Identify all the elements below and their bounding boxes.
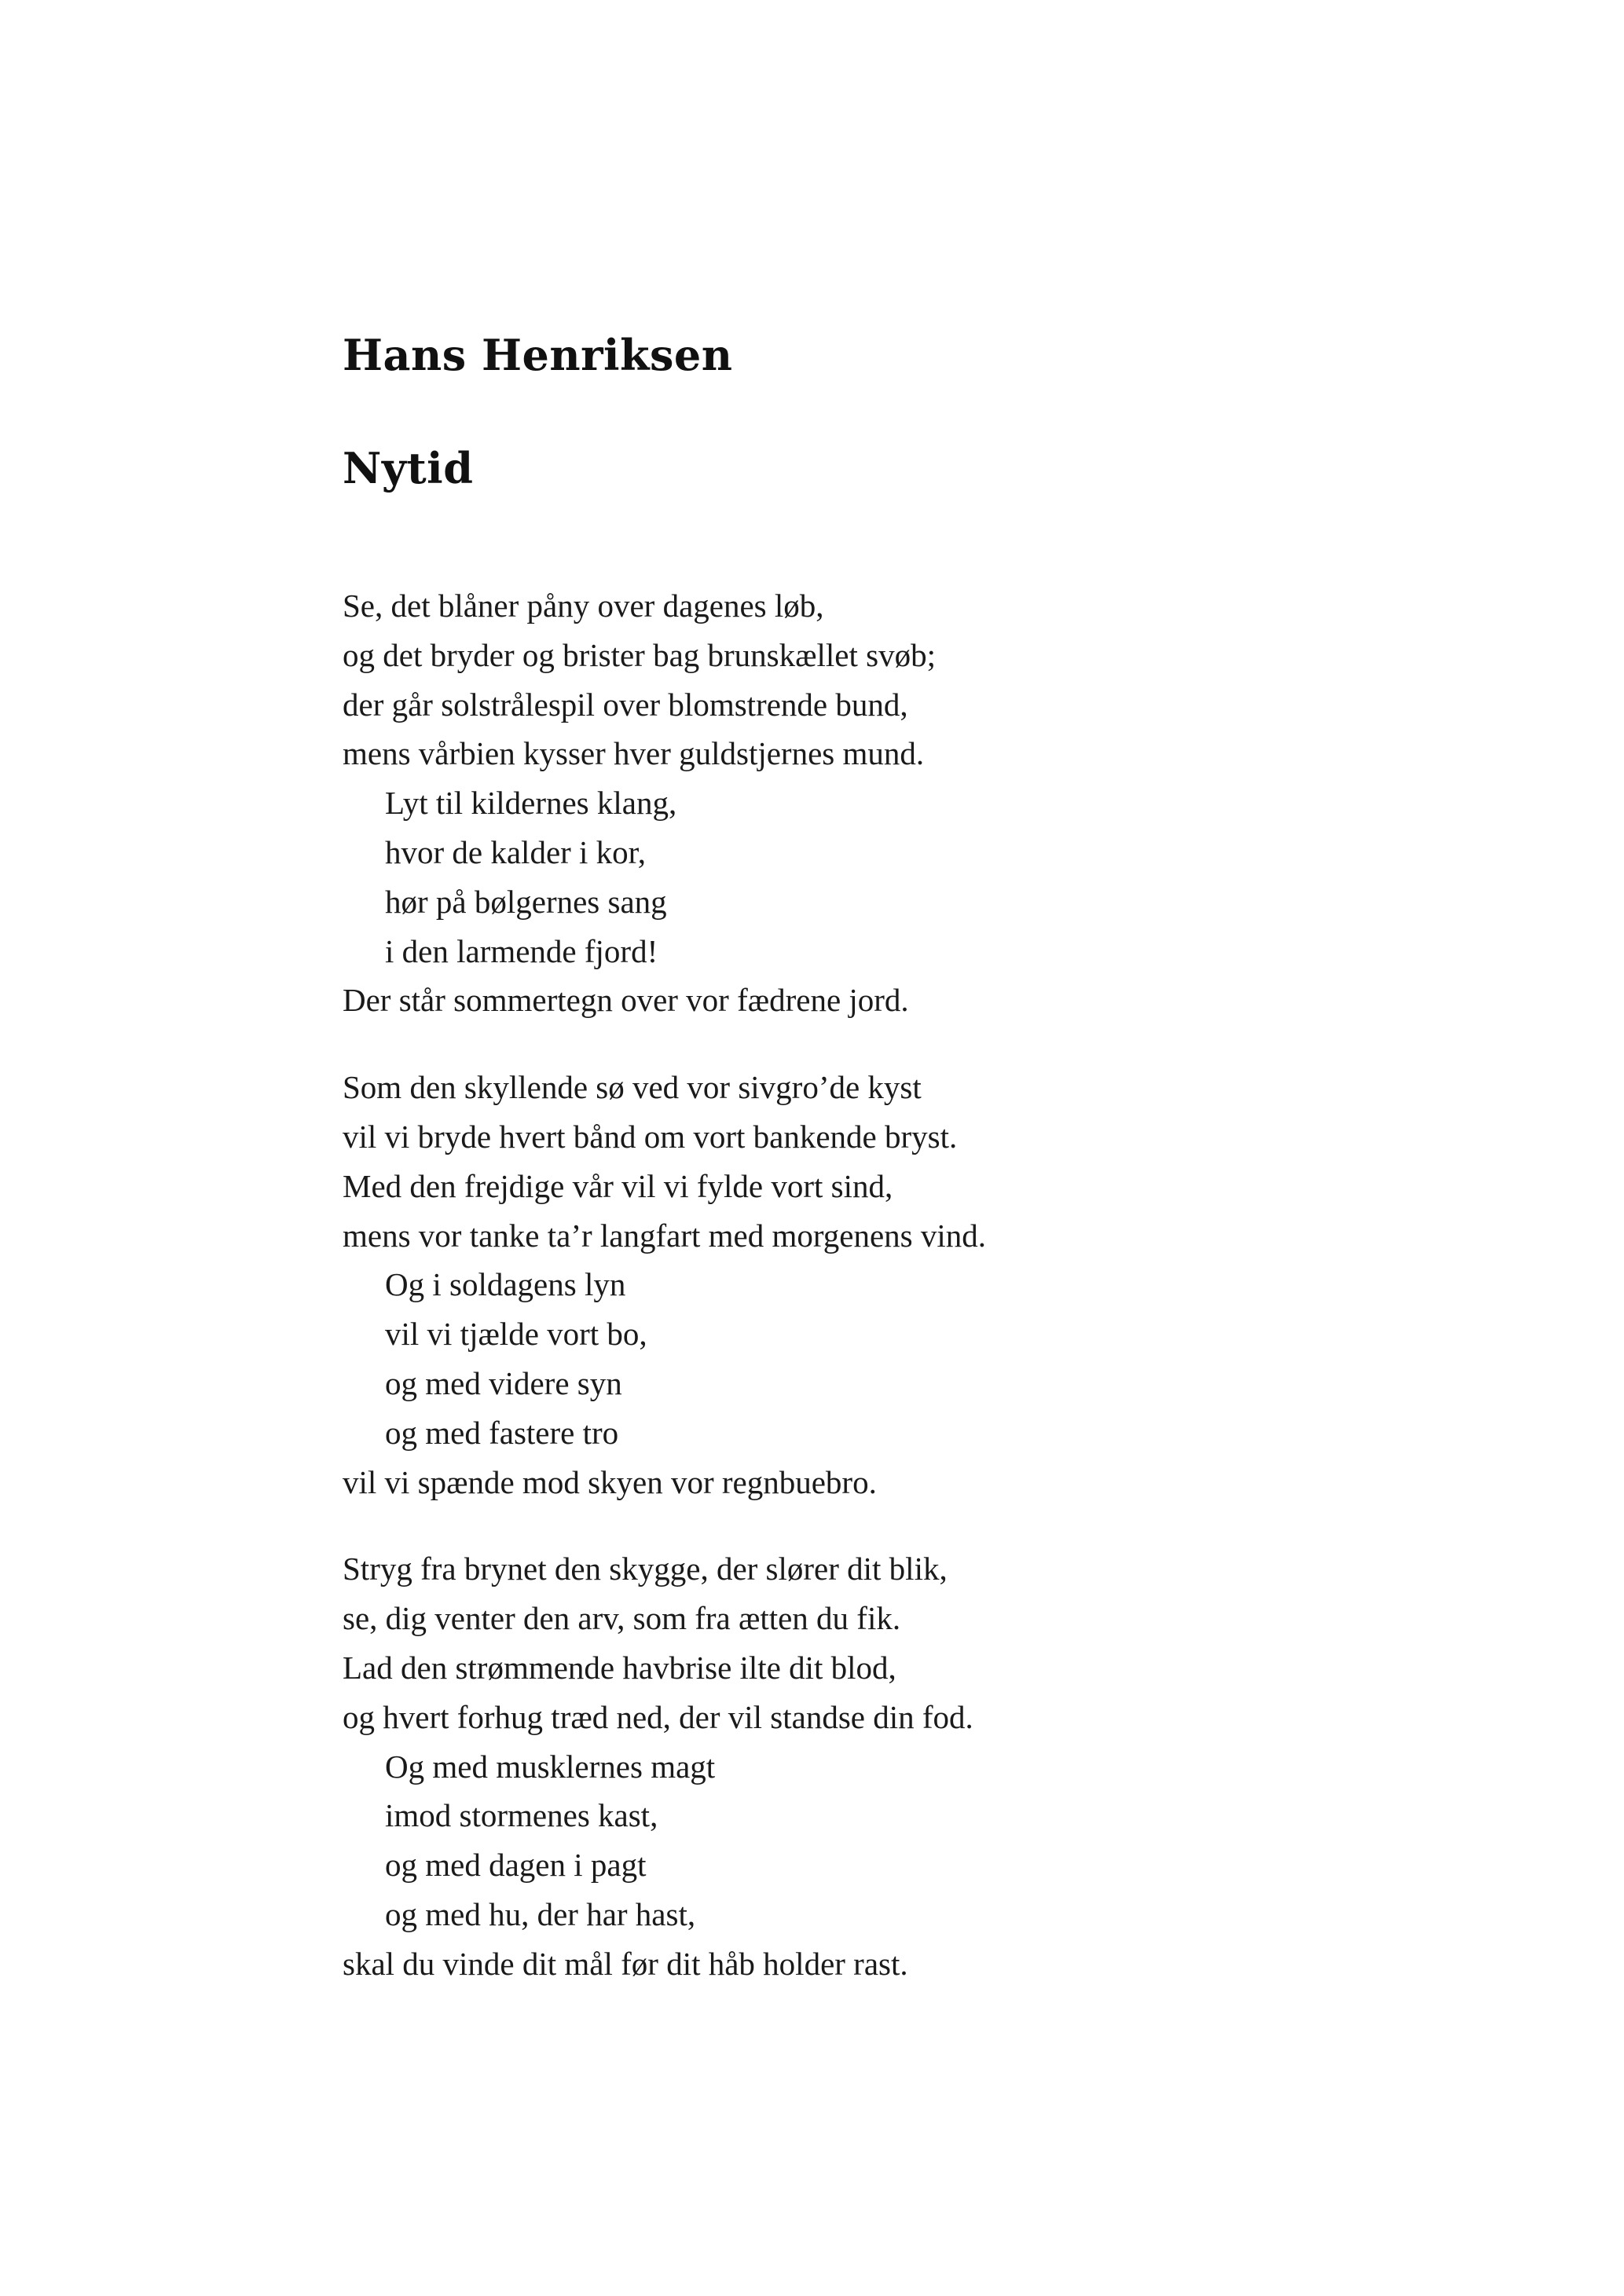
stanza-2: [343, 1063, 1364, 1507]
poem-line-indented: og med dagen i pagt: [385, 1847, 647, 1884]
poem-line-indented: og med fastere tro: [385, 1414, 619, 1451]
poem-line: Med den frejdige vår vil vi fylde vort sind,: [343, 1167, 893, 1204]
poem-line: og hvert forhug træd ned, der vil standse din fod.: [343, 1698, 973, 1735]
poem-line: Der står sommertegn over vor fædrene jord.: [343, 982, 909, 1019]
poem-line-indented: Lyt til kildernes klang,: [385, 785, 677, 822]
poem-body: [343, 581, 1364, 1989]
stanza-3: [343, 1544, 1364, 1988]
poem-line: Lad den strømmende havbrise ilte dit blod,: [343, 1649, 896, 1686]
poem-line: mens vårbien kysser hver guldstjernes mund.: [343, 735, 925, 772]
poem-line-indented: i den larmende fjord!: [385, 932, 658, 969]
poem-line-indented: Og med musklernes magt: [385, 1748, 716, 1785]
poem-line: skal du vinde dit mål før dit håb holder rast.: [343, 1945, 908, 1982]
poem-line: Som den skyllende sø ved vor sivgro’de kyst: [343, 1069, 922, 1106]
poem-line: vil vi spænde mod skyen vor regnbuebro.: [343, 1463, 877, 1500]
poem-line: Stryg fra brynet den skygge, der slører dit blik,: [343, 1551, 948, 1587]
poem-line-indented: hør på bølgernes sang: [385, 883, 667, 920]
poem-line: se, dig venter den arv, som fra ætten du fik.: [343, 1600, 901, 1637]
stanza-1: [343, 581, 1364, 1025]
poem-line: og det bryder og brister bag brunskællet svøb;: [343, 636, 936, 673]
poem-line-indented: imod stormenes kast,: [385, 1797, 658, 1834]
poem-line-indented: og med hu, der har hast,: [385, 1895, 696, 1932]
poem-title: Nytid: [343, 443, 474, 493]
poem-line: vil vi bryde hvert bånd om vort bankende bryst.: [343, 1118, 958, 1155]
poem-line-indented: og med videre syn: [385, 1364, 622, 1401]
poem-line: Se, det blåner påny over dagenes løb,: [343, 588, 824, 624]
poem-line-indented: hvor de kalder i kor,: [385, 833, 646, 870]
poem-content: [343, 330, 1364, 2027]
poem-line: mens vor tanke ta’r langfart med morgenens vind.: [343, 1217, 986, 1254]
poem-line-indented: vil vi tjælde vort bo,: [385, 1316, 647, 1353]
author-name: Hans Henriksen: [343, 330, 733, 380]
poem-line: der går solstrålespil over blomstrende bund,: [343, 686, 908, 723]
poem-line-indented: Og i soldagens lyn: [385, 1266, 626, 1303]
